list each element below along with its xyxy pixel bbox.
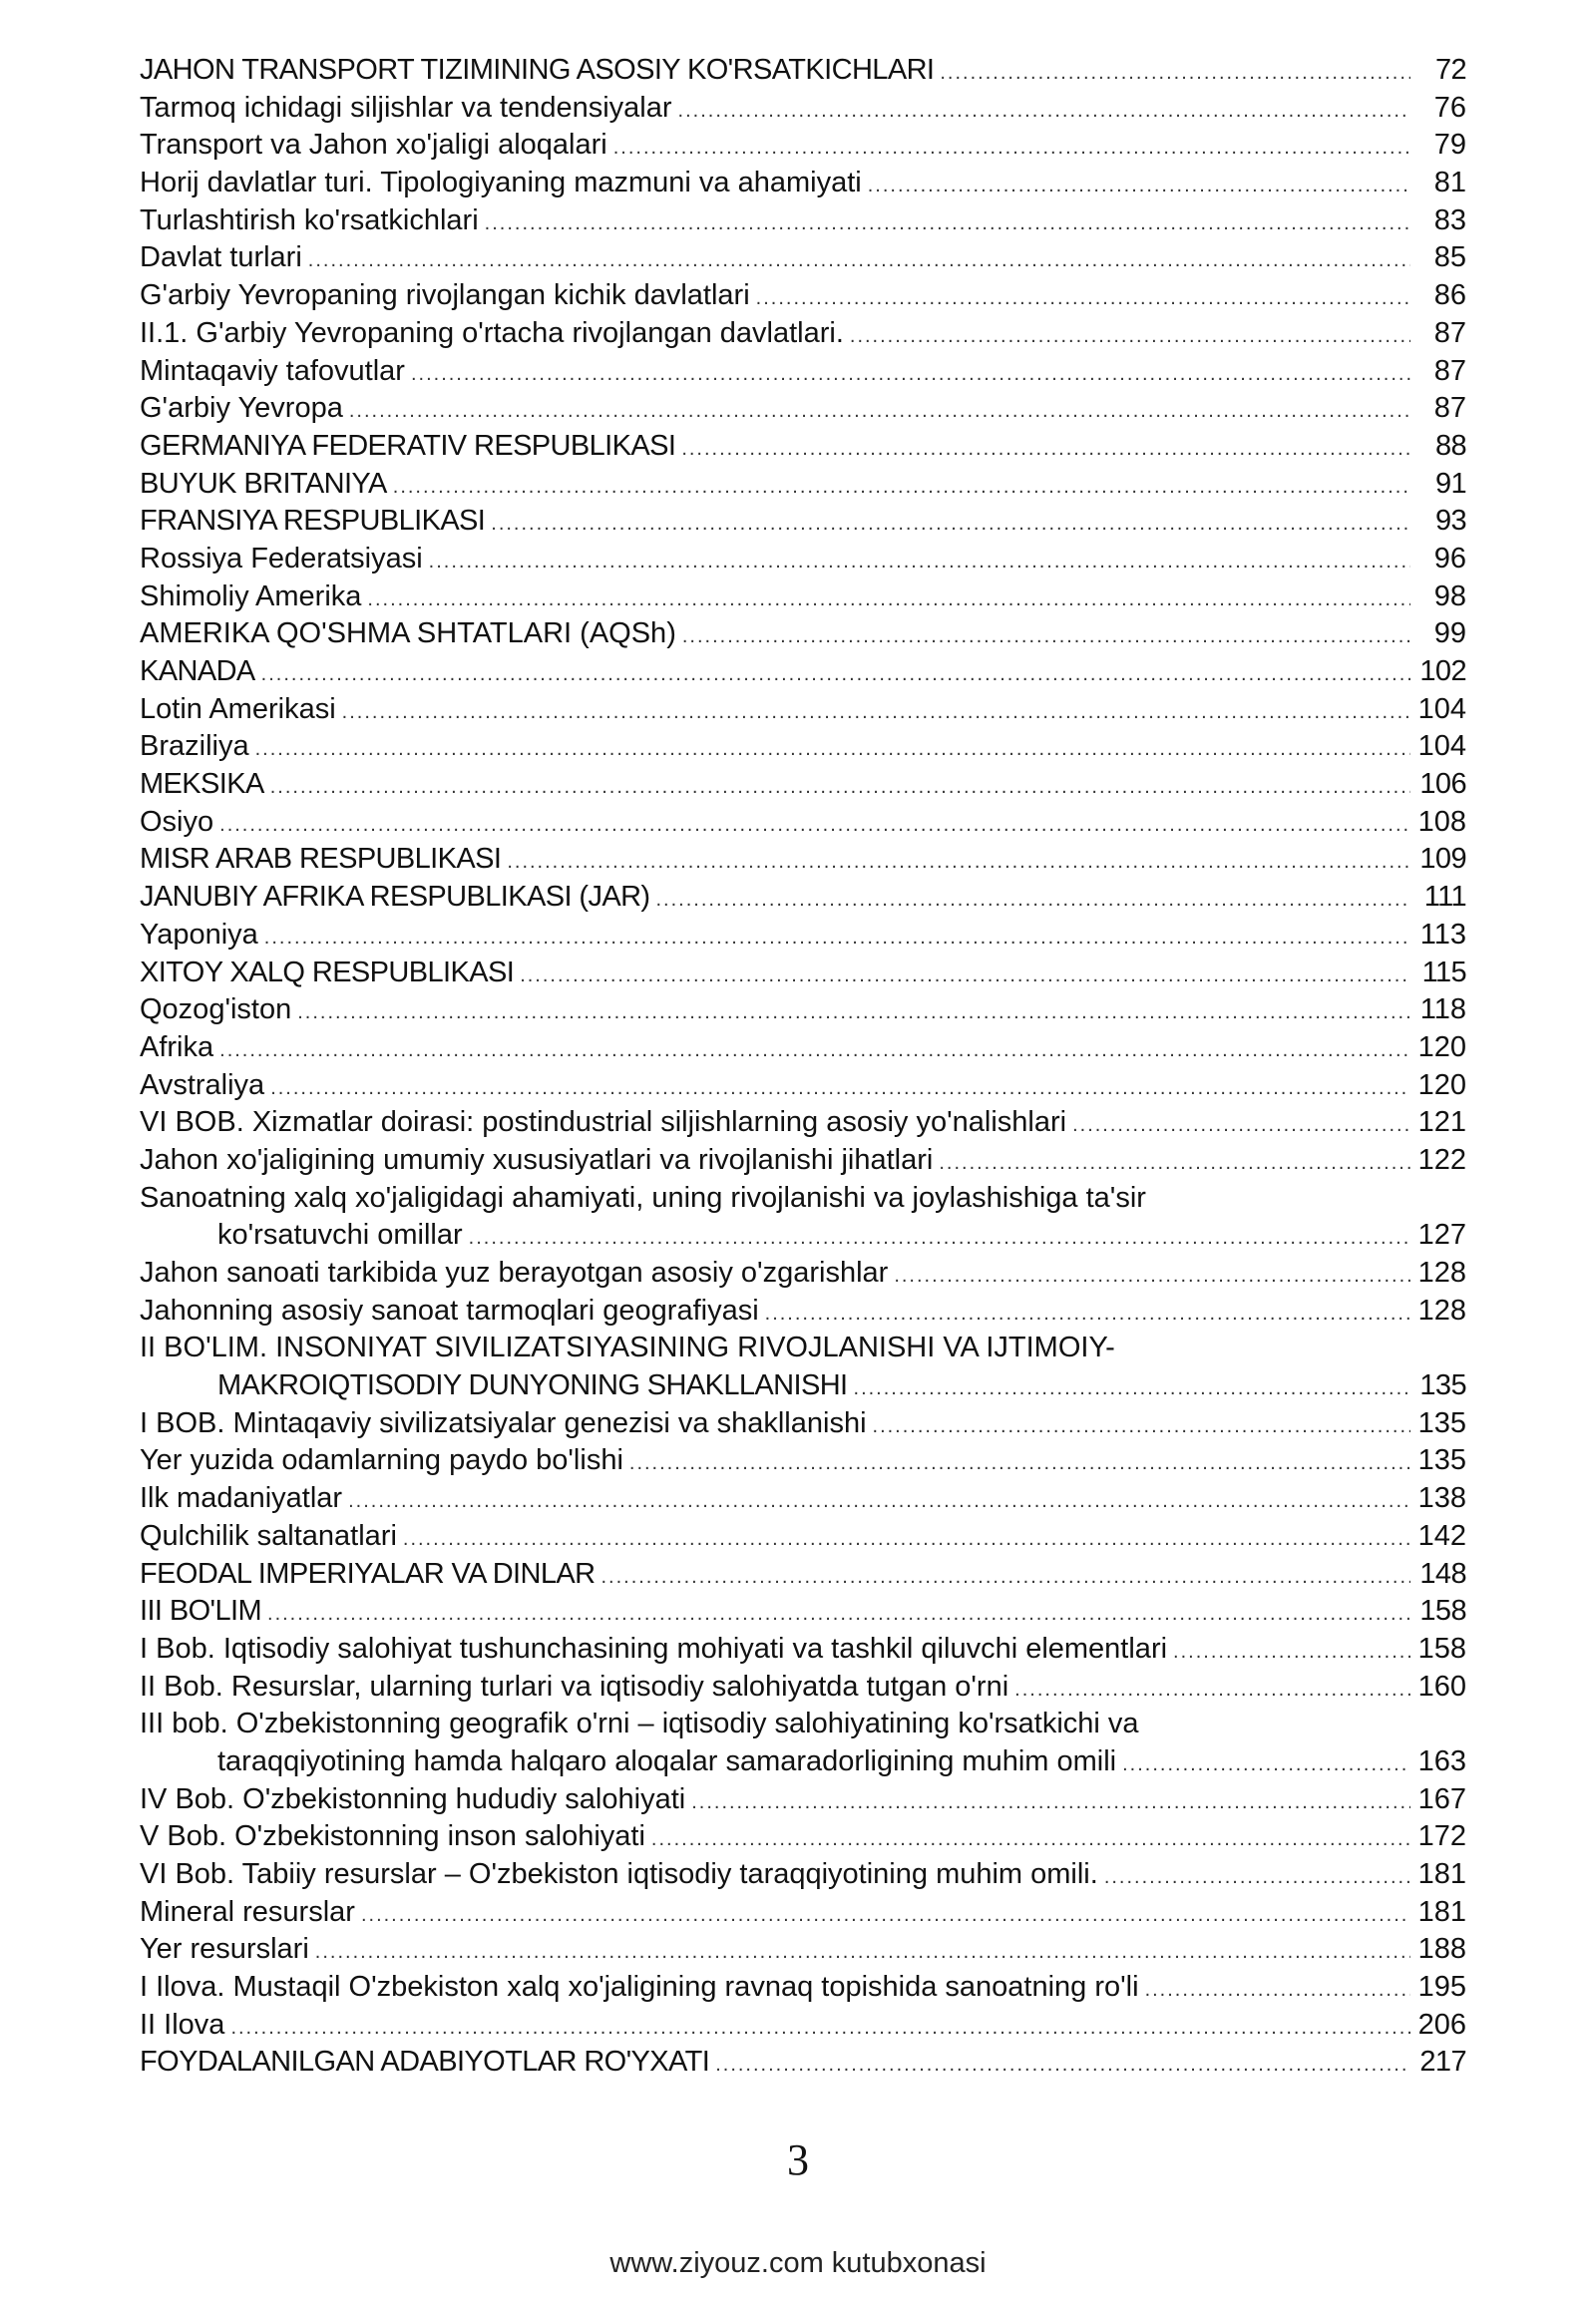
dot-leader [411,356,1410,394]
toc-entry [140,127,1466,165]
dot-leader [367,581,1410,619]
toc-entry-page: 118 [1419,993,1466,1026]
dot-leader [315,1934,1410,1972]
toc-entry-title: Yer yuzida odamlarning paydo bo'lishi [140,1444,623,1477]
toc-entry-title: VI BOB. Xizmatlar doirasi: postindustrial siljishlarning asosiy yo'nalishlari [140,1106,1067,1139]
dot-leader [1122,1746,1410,1784]
toc-entry-title: Osiyo [140,805,214,838]
toc-entry-page: 88 [1434,429,1466,462]
toc-entry-title: Horij davlatlar turi. Tipologiyaning mazmuni va ahamiyati [140,167,862,199]
toc-entry [140,804,1466,842]
toc-entry [140,1931,1466,1969]
toc-entry [140,691,1466,729]
toc-entry [140,841,1466,879]
toc-entry-title: GERMANIYA FEDERATIV RESPUBLIKASI [140,429,676,462]
toc-entry-title: VI Bob. Tabiiy resurslar – O'zbekiston iqtisodiy taraqqiyotining muhim omili. [140,1858,1098,1890]
toc-entry-page: 142 [1417,1519,1466,1552]
toc-entry [140,202,1466,240]
dot-leader [600,1559,1410,1597]
dot-leader [678,93,1410,131]
dot-leader [629,1445,1410,1483]
toc-entry [140,1293,1466,1331]
dot-leader [342,694,1410,732]
toc-entry [140,1142,1466,1180]
toc-entry [140,541,1466,578]
toc-entry-page: 188 [1417,1933,1466,1966]
toc-entry-title: II Ilova [140,2008,225,2041]
toc-entry-title: V Bob. O'zbekistonning inson salohiyati [140,1820,645,1853]
toc-entry [140,1255,1466,1293]
toc-entry-page: 76 [1433,91,1466,124]
toc-entry-title: KANADA [140,655,255,687]
toc-entry-title: III BO'LIM [140,1595,262,1628]
toc-entry [140,1669,1466,1707]
toc-entry-title: Mintaqaviy tafovutlar [140,354,405,387]
toc-entry-title: MISR ARAB RESPUBLIKASI [140,843,502,876]
toc-entry-title-line2: ko'rsatuvchi omillar [217,1219,463,1252]
toc-entry-title-line1: III bob. O'zbekistonning geografik o'rni – iqtisodiy salohiyatining ko'rsatkichi va [140,1708,1139,1740]
toc-entry-title: I Ilova. Mustaqil O'zbekiston xalq xo'jaligining ravnaq topishida sanoatning ro'li [140,1971,1139,2004]
toc-entry-page: 86 [1433,279,1466,312]
toc-entry [140,917,1466,955]
toc-entry-title: G'arbiy Yevropa [140,392,343,425]
toc-entry [140,955,1466,992]
toc-entry [140,653,1466,691]
toc-entry-title: Ilk madaniyatlar [140,1482,343,1515]
toc-entry-title: FOYDALANILGAN ADABIYOTLAR RO'YXATI [140,2046,710,2079]
dot-leader [868,168,1410,205]
toc-entry [140,766,1466,804]
dot-leader [361,1897,1410,1935]
toc-entry [140,1442,1466,1480]
toc-entry-title: Rossiya Federatsiyasi [140,542,423,575]
toc-entry-title: Yaponiya [140,918,258,951]
dot-leader [348,1483,1410,1521]
toc-entry-page: 181 [1417,1858,1466,1890]
toc-entry [140,1818,1466,1856]
dot-leader [429,544,1410,581]
toc-entry-title: FEODAL IMPERIYALAR VA DINLAR [140,1557,596,1590]
toc-entry-title-line2: taraqqiyotining hamda halqaro aloqalar samaradorligining muhim omili [217,1744,1117,1777]
toc-entry-title: BUYUK BRITANIYA [140,467,387,500]
dot-leader [308,242,1410,280]
dot-leader [1072,1107,1410,1145]
toc-entry-title: Qozog'iston [140,993,292,1026]
toc-entry-title: XITOY XALQ RESPUBLIKASI [140,956,515,988]
toc-entry-title: Shimoliy Amerika [140,579,362,612]
toc-entry-page: 135 [1419,1369,1466,1402]
toc-entry-title: IV Bob. O'zbekistonning hududiy salohiyati [140,1782,686,1815]
toc-entry-page: 163 [1417,1744,1466,1777]
dot-leader [691,1784,1410,1822]
toc-entry [140,1743,1466,1781]
toc-entry-page: 113 [1419,918,1466,951]
dot-leader [681,431,1410,469]
toc-entry-page: 128 [1417,1257,1466,1289]
toc-entry-title: Jahon xo'jaligining umumiy xususiyatlari va rivojlanishi jihatlari [140,1143,934,1176]
toc-entry-title-line2: MAKROIQTISODIY DUNYONING SHAKLLANISHI [217,1369,848,1402]
dot-leader [270,769,1410,807]
dot-leader [255,731,1410,769]
toc-entry [140,315,1466,353]
dot-leader [939,1145,1410,1183]
toc-entry-page: 158 [1417,1632,1466,1665]
toc-entry-title: Braziliya [140,730,249,763]
dot-leader [765,1296,1410,1334]
toc-entry-page: 181 [1417,1895,1466,1928]
toc-entry [140,728,1466,766]
footer-watermark: www.ziyouz.com kutubxonasi [609,2247,987,2279]
dot-leader [219,807,1410,845]
toc-entry-page: 87 [1433,354,1466,387]
dot-leader [656,882,1411,920]
toc-entry-title: Davlat turlari [140,241,302,274]
toc-entry-page: 87 [1433,392,1466,425]
dot-leader [297,994,1410,1032]
toc-entry [140,390,1466,428]
toc-entry-page: 135 [1417,1406,1466,1439]
toc-entry-title: Jahon sanoati tarkibida yuz berayotgan asosiy o'zgarishlar [140,1257,889,1289]
dot-leader [1145,1972,1410,2010]
toc-entry-title: I Bob. Iqtisodiy salohiyat tushunchasining mohiyati va tashkil qiluvchi elementlari [140,1632,1168,1665]
toc-entry-title: Transport va Jahon xo'jaligi aloqalari [140,129,607,162]
toc-entry-title: AMERIKA QO'SHMA SHTATLARI (AQSh) [140,617,676,650]
toc-entry-page: 128 [1417,1294,1466,1327]
toc-entry-page: 104 [1417,730,1466,763]
toc-entry-title: JAHON TRANSPORT TIZIMINING ASOSIY KO'RSATKICHLARI [140,54,935,86]
toc-entry-title: Qulchilik saltanatlari [140,1519,397,1552]
toc-entry-page: 120 [1417,1030,1466,1063]
dot-leader [854,1370,1410,1408]
toc-entry-title: JANUBIY AFRIKA RESPUBLIKASI (JAR) [140,881,650,914]
dot-leader [230,2010,1410,2048]
toc-entry-page: 109 [1419,843,1466,876]
toc-entry-page: 96 [1433,542,1466,575]
toc-entry-page: 135 [1417,1444,1466,1477]
toc-entry [140,1217,1466,1255]
toc-entry-title: Tarmoq ichidagi siljishlar va tendensiyalar [140,91,672,124]
dot-leader [264,920,1410,958]
toc-entry-title: Afrika [140,1030,214,1063]
toc-entry-page: 127 [1417,1219,1466,1252]
toc-entry [140,353,1466,391]
toc-entry [140,1631,1466,1669]
toc-entry-page: 138 [1417,1482,1466,1515]
dot-leader [507,844,1410,882]
toc-entry [140,2007,1466,2045]
toc-entry-page: 81 [1433,167,1466,199]
toc-entry-title: I BOB. Mintaqaviy sivilizatsiyalar genezisi va shakllanishi [140,1406,867,1439]
toc-entry-page: 167 [1417,1782,1466,1815]
toc-entry [140,991,1466,1029]
toc-entry-page: 93 [1434,505,1466,538]
toc-entry [140,1367,1466,1405]
toc-entry-page: 91 [1434,467,1466,500]
toc-entry-page: 206 [1417,2008,1466,2041]
toc-entry-page: 99 [1433,617,1466,650]
dot-leader [940,55,1410,93]
dot-leader [682,618,1410,656]
dot-leader [261,656,1410,694]
dot-leader [393,469,1410,507]
toc-entry-title: G'arbiy Yevropaning rivojlangan kichik davlatlari [140,279,750,312]
toc-entry-title: Avstraliya [140,1068,265,1101]
toc-entry-title: FRANSIYA RESPUBLIKASI [140,505,486,538]
toc-entry [140,1405,1466,1443]
page-number: 3 [787,2135,809,2184]
toc-entry-page: 106 [1419,768,1466,801]
toc-entry [140,503,1466,541]
toc-entry [140,428,1466,466]
dot-leader [850,318,1410,356]
toc-entry-title: Yer resurslari [140,1933,309,1966]
toc-entry [140,879,1466,917]
dot-leader [756,280,1410,318]
toc-entry [140,1067,1466,1105]
dot-leader [613,130,1410,168]
toc-entry-page: 121 [1417,1106,1466,1139]
toc-entry [140,52,1466,90]
toc-entry-page: 158 [1419,1595,1466,1628]
dot-leader [349,393,1410,431]
toc-entry-title: Jahonning asosiy sanoat tarmoqlari geografiyasi [140,1294,759,1327]
toc-entry [140,277,1466,315]
dot-leader [715,2047,1410,2085]
table-of-contents [140,52,1466,2082]
toc-entry-page: 115 [1421,956,1466,988]
toc-entry-page: 85 [1433,241,1466,274]
dot-leader [270,1070,1410,1108]
toc-entry [140,90,1466,128]
toc-entry-page: 98 [1433,579,1466,612]
toc-entry-page: 87 [1433,316,1466,349]
dot-leader [651,1821,1410,1859]
toc-entry [140,578,1466,616]
toc-entry-title: Mineral resurslar [140,1895,355,1928]
dot-leader [1104,1859,1410,1897]
dot-leader [485,205,1410,243]
toc-entry-page: 172 [1417,1820,1466,1853]
toc-entry [140,1856,1466,1894]
toc-entry [140,1029,1466,1067]
toc-entry-page: 102 [1419,655,1466,687]
toc-entry [140,1104,1466,1142]
toc-entry-page: 108 [1417,805,1466,838]
toc-entry-title-line1: II BO'LIM. INSONIYAT SIVILIZATSIYASINING RIVOJLANISHI VA IJTIMOIY- [140,1332,1115,1364]
toc-entry-title: Turlashtirish ko'rsatkichlari [140,203,479,236]
toc-entry [140,1969,1466,2007]
toc-entry [140,1518,1466,1556]
toc-entry-page: 83 [1433,203,1466,236]
toc-entry-page: 217 [1419,2046,1466,2079]
toc-entry-title: Lotin Amerikasi [140,692,336,725]
toc-entry [140,1556,1466,1594]
toc-entry [140,2044,1466,2082]
dot-leader [1014,1672,1410,1710]
dot-leader [469,1220,1410,1258]
toc-entry-page: 195 [1417,1971,1466,2004]
toc-entry [140,1480,1466,1518]
toc-entry-page: 79 [1433,129,1466,162]
toc-entry-title-line1: Sanoatning xalq xo'jaligidagi ahamiyati, uning rivojlanishi va joylashishiga ta'sir [140,1181,1146,1214]
toc-entry [140,1781,1466,1819]
toc-entry [140,466,1466,504]
dot-leader [403,1521,1410,1559]
toc-entry-page: 148 [1419,1557,1466,1590]
dot-leader [520,958,1410,995]
toc-entry [140,239,1466,277]
dot-leader [1173,1634,1410,1672]
toc-entry-page: 120 [1417,1068,1466,1101]
toc-entry [140,1894,1466,1932]
toc-entry-page: 104 [1417,692,1466,725]
dot-leader [219,1032,1410,1070]
toc-entry-page: 122 [1417,1143,1466,1176]
toc-entry [140,1593,1466,1631]
toc-entry-title: II Bob. Resurslar, ularning turlari va iqtisodiy salohiyatda tutgan o'rni [140,1670,1009,1703]
toc-entry-page: 111 [1423,881,1466,914]
toc-entry-page: 72 [1434,54,1466,86]
toc-entry [140,615,1466,653]
toc-entry-page: 160 [1417,1670,1466,1703]
dot-leader [873,1408,1410,1446]
toc-entry-title: MEKSIKA [140,768,264,801]
toc-entry [140,165,1466,202]
toc-entry-title: II.1. G'arbiy Yevropaning o'rtacha rivojlangan davlatlari. [140,316,844,349]
dot-leader [894,1258,1410,1296]
dot-leader [491,506,1410,544]
dot-leader [267,1596,1410,1634]
